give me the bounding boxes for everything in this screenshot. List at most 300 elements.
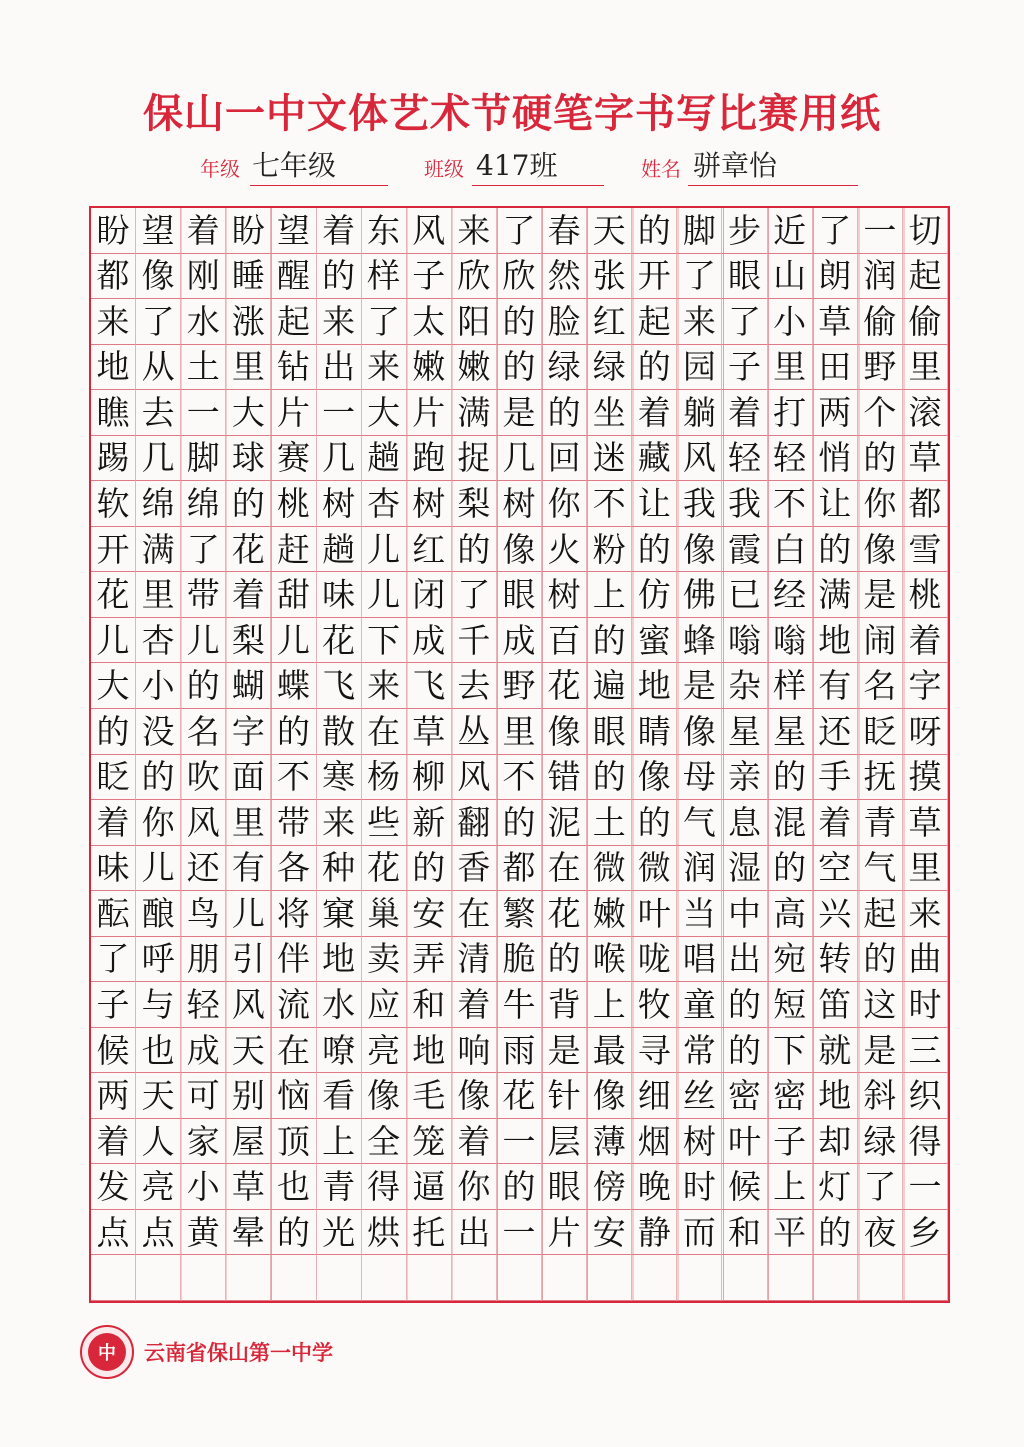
grid-cell: 我 [677,481,722,527]
grid-cell: 晚 [632,1164,677,1210]
grid-cell: 闭 [407,572,452,618]
grid-cell: 偷 [903,299,948,345]
grid-cell: 这 [858,982,903,1028]
grid-cell: 可 [181,1073,226,1119]
grid-cell: 带 [181,572,226,618]
grid-cell: 咙 [632,937,677,983]
grid-cell: 候 [91,1028,136,1074]
grid-cell: 几 [136,436,181,482]
grid-cell: 斜 [858,1073,903,1119]
grid-cell: 绿 [858,1119,903,1165]
grid-cell: 树 [497,481,542,527]
grid-cell: 下 [768,1028,813,1074]
grid-cell [587,1255,632,1301]
page-title: 保山一中文体艺术节硬笔字书写比赛用纸 [143,90,881,137]
grid-cell: 田 [813,345,858,391]
grid-cell: 薄 [587,1119,632,1165]
grid-cell: 开 [632,254,677,300]
grid-cell: 去 [452,663,497,709]
grid-cell: 像 [542,709,587,755]
grid-cell: 了 [181,527,226,573]
grid-cell: 去 [136,390,181,436]
grid-cell: 小 [136,663,181,709]
grid-cell: 下 [362,618,407,664]
grid-cell: 时 [903,982,948,1028]
grid-cell: 脚 [677,208,722,254]
grid-cell: 水 [181,299,226,345]
grid-cell: 赛 [271,436,316,482]
grid-cell: 得 [362,1164,407,1210]
grade-value: 七年级 [252,149,337,182]
grid-cell: 土 [181,345,226,391]
grid-cell: 睛 [632,709,677,755]
grid-cell: 张 [587,254,632,300]
grid-cell: 亮 [362,1028,407,1074]
grid-cell: 树 [407,481,452,527]
grid-cell: 不 [768,481,813,527]
grid-cell: 儿 [181,618,226,664]
grid-cell: 望 [136,208,181,254]
grid-cell: 却 [813,1119,858,1165]
grid-cell: 上 [587,572,632,618]
grid-cell: 摸 [903,755,948,801]
grid-cell: 不 [497,755,542,801]
grid-cell: 的 [768,846,813,892]
grid-cell: 的 [858,436,903,482]
grid-cell: 流 [271,982,316,1028]
grid-cell: 呼 [136,937,181,983]
grid-cell: 着 [903,618,948,664]
grid-cell: 着 [722,390,767,436]
grid-cell: 里 [497,709,542,755]
grid-cell: 悄 [813,436,858,482]
grid-cell: 细 [632,1073,677,1119]
grid-cell: 了 [677,254,722,300]
grid-cell: 遍 [587,663,632,709]
grid-cell: 切 [903,208,948,254]
grid-cell: 的 [587,618,632,664]
name-value: 骈章怡 [693,149,778,182]
grid-cell: 带 [271,800,316,846]
grid-cell: 了 [362,299,407,345]
grid-cell: 起 [632,299,677,345]
grid-cell: 的 [407,846,452,892]
grid-cell: 像 [858,527,903,573]
grid-cell: 瞧 [91,390,136,436]
grid-cell: 来 [903,891,948,937]
grid-cell: 牧 [632,982,677,1028]
grid-cell: 背 [542,982,587,1028]
grid-cell: 片 [271,390,316,436]
grid-cell: 的 [497,1164,542,1210]
grid-cell: 了 [91,937,136,983]
grid-cell: 霞 [722,527,767,573]
grid-cell: 的 [497,345,542,391]
grid-cell: 出 [317,345,362,391]
grid-cell: 里 [136,572,181,618]
grid-cell: 片 [542,1210,587,1256]
grid-cell: 的 [452,527,497,573]
grid-cell: 兴 [813,891,858,937]
grid-cell: 像 [587,1073,632,1119]
grid-cell: 平 [768,1210,813,1256]
grid-cell [542,1255,587,1301]
grid-cell: 儿 [362,527,407,573]
class-label: 班级 [424,157,464,181]
grid-cell: 寻 [632,1028,677,1074]
grid-cell: 响 [452,1028,497,1074]
grid-cell: 桃 [271,481,316,527]
grid-cell: 牛 [497,982,542,1028]
grid-cell: 水 [317,982,362,1028]
grid-cell: 桃 [903,572,948,618]
grid-cell: 笛 [813,982,858,1028]
grid-cell: 恼 [271,1073,316,1119]
grid-cell: 成 [407,618,452,664]
class-field [424,150,604,186]
grid-cell: 烟 [632,1119,677,1165]
grid-cell: 不 [587,481,632,527]
grid-cell [813,1255,858,1301]
grid-cell: 着 [91,1119,136,1165]
grid-cell: 杂 [722,663,767,709]
grid-cell: 红 [587,299,632,345]
grid-cell: 应 [362,982,407,1028]
grid-cell: 了 [136,299,181,345]
grid-cell: 子 [722,345,767,391]
grid-cell: 的 [497,800,542,846]
grid-cell: 起 [858,891,903,937]
grid-cell: 了 [858,1164,903,1210]
grid-cell: 的 [497,299,542,345]
grid-cell: 花 [542,663,587,709]
grid-cell: 的 [271,709,316,755]
grid-cell: 杏 [362,481,407,527]
grid-cell: 杨 [362,755,407,801]
grid-cell: 飞 [407,663,452,709]
grid-cell: 来 [317,299,362,345]
grade-underline [250,185,388,186]
grid-cell: 气 [677,800,722,846]
grid-cell: 蜂 [677,618,722,664]
grid-cell: 出 [722,937,767,983]
grid-cell: 雨 [497,1028,542,1074]
grid-cell: 百 [542,618,587,664]
grid-cell: 花 [542,891,587,937]
grid-cell: 就 [813,1028,858,1074]
grid-cell: 别 [226,1073,271,1119]
grid-cell: 子 [768,1119,813,1165]
grid-cell: 成 [181,1028,226,1074]
grid-cell: 唱 [677,937,722,983]
grid-cell: 的 [813,1210,858,1256]
grid-cell: 让 [813,481,858,527]
grid-cell: 着 [181,208,226,254]
grid-cell: 里 [226,345,271,391]
grid-cell: 步 [722,208,767,254]
seal-glyph: 中 [88,1333,126,1371]
grid-cell [768,1255,813,1301]
grid-cell [632,1255,677,1301]
grid-cell: 着 [226,572,271,618]
grid-cell: 的 [632,208,677,254]
grid-cell: 儿 [271,618,316,664]
grid-cell: 不 [271,755,316,801]
grid-cell: 童 [677,982,722,1028]
grid-cell: 手 [813,755,858,801]
grid-cell: 两 [813,390,858,436]
grid-cell: 草 [903,436,948,482]
grid-cell: 地 [813,618,858,664]
grid-cell: 眼 [542,1164,587,1210]
grid-cell: 像 [677,527,722,573]
grid-cell [677,1255,722,1301]
grid-cell: 睡 [226,254,271,300]
grid-cell: 大 [226,390,271,436]
grid-cell: 园 [677,345,722,391]
grid-cell: 安 [407,891,452,937]
grid-cell: 你 [452,1164,497,1210]
grid-cell: 坐 [587,390,632,436]
grid-cell: 巢 [362,891,407,937]
grid-cell: 看 [317,1073,362,1119]
grid-cell: 嫩 [587,891,632,937]
grid-cell: 地 [632,663,677,709]
grid-cell: 空 [813,846,858,892]
grid-cell: 星 [722,709,767,755]
grid-cell: 润 [677,846,722,892]
grid-cell: 母 [677,755,722,801]
grid-cell: 的 [542,390,587,436]
grid-cell: 眨 [91,755,136,801]
grid-cell: 儿 [226,891,271,937]
grid-cell: 青 [858,800,903,846]
grid-cell: 晕 [226,1210,271,1256]
grid-cell: 梨 [226,618,271,664]
grid-cell: 酝 [91,891,136,937]
grid-cell: 像 [136,254,181,300]
grid-cell: 花 [362,846,407,892]
grid-cell: 三 [903,1028,948,1074]
grid-cell: 个 [858,390,903,436]
grid-cell: 样 [362,254,407,300]
grid-cell: 风 [226,982,271,1028]
grid-cell: 飞 [317,663,362,709]
grid-cell: 草 [813,299,858,345]
grid-cell: 太 [407,299,452,345]
grid-cell: 千 [452,618,497,664]
grid-cell: 的 [587,755,632,801]
grid-cell: 还 [813,709,858,755]
grid-cell: 的 [722,1028,767,1074]
grid-cell [452,1255,497,1301]
grid-cell: 脆 [497,937,542,983]
grid-cell: 中 [722,891,767,937]
grid-cell: 来 [362,663,407,709]
grid-cell: 得 [903,1119,948,1165]
grid-cell: 的 [632,345,677,391]
grid-cell: 混 [768,800,813,846]
grid-cell: 花 [226,527,271,573]
grid-cell: 像 [497,527,542,573]
grid-cell: 儿 [91,618,136,664]
name-label: 姓名 [641,157,681,181]
grid-cell: 地 [317,937,362,983]
grid-cell: 轻 [181,982,226,1028]
grid-cell: 上 [768,1164,813,1210]
grid-cell: 有 [813,663,858,709]
grid-cell: 地 [813,1073,858,1119]
grid-cell: 地 [407,1028,452,1074]
grid-cell: 大 [362,390,407,436]
grid-cell: 眨 [858,709,903,755]
grid-cell: 捉 [452,436,497,482]
grid-cell [271,1255,316,1301]
grid-cell: 天 [587,208,632,254]
grid-cell: 草 [226,1164,271,1210]
grid-cell: 粉 [587,527,632,573]
grid-cell: 滚 [903,390,948,436]
grid-cell: 味 [317,572,362,618]
grid-cell: 着 [813,800,858,846]
grid-cell: 树 [542,572,587,618]
grid-cell: 东 [362,208,407,254]
grid-cell [722,1255,767,1301]
grid-cell: 朗 [813,254,858,300]
grid-cell: 微 [632,846,677,892]
grid-cell: 几 [317,436,362,482]
grid-cell: 满 [813,572,858,618]
grid-cell: 嘹 [317,1028,362,1074]
grid-cell: 时 [677,1164,722,1210]
grid-cell: 上 [587,982,632,1028]
grid-cell: 气 [858,846,903,892]
grid-cell: 了 [452,572,497,618]
grid-cell: 发 [91,1164,136,1210]
grid-cell [317,1255,362,1301]
grid-cell: 繁 [497,891,542,937]
grid-cell: 闹 [858,618,903,664]
grid-cell: 绿 [542,345,587,391]
grid-cell: 子 [407,254,452,300]
grid-cell: 青 [317,1164,362,1210]
grid-cell: 密 [768,1073,813,1119]
grid-cell: 种 [317,846,362,892]
grid-cell: 息 [722,800,767,846]
grid-cell: 一 [903,1164,948,1210]
grid-cell: 和 [722,1210,767,1256]
grid-cell: 没 [136,709,181,755]
grid-cell: 家 [181,1119,226,1165]
grid-cell [858,1255,903,1301]
grid-cell: 烘 [362,1210,407,1256]
grid-cell: 新 [407,800,452,846]
grid-cell: 像 [632,755,677,801]
grid-cell [91,1255,136,1301]
grid-cell: 最 [587,1028,632,1074]
grid-cell: 字 [903,663,948,709]
grid-cell: 还 [181,846,226,892]
grid-cell: 风 [407,208,452,254]
grid-cell: 大 [91,663,136,709]
grid-cell: 盼 [226,208,271,254]
grid-cell: 土 [587,800,632,846]
grid-cell: 像 [677,709,722,755]
grid-cell: 屋 [226,1119,271,1165]
grid-cell: 转 [813,937,858,983]
grid-cell: 喉 [587,937,632,983]
grid-cell: 杏 [136,618,181,664]
grid-cell [181,1255,226,1301]
writing-grid [89,206,950,1303]
grid-cell: 着 [452,982,497,1028]
grid-cell: 鸟 [181,891,226,937]
grid-cell: 让 [632,481,677,527]
grid-cell: 的 [632,527,677,573]
grid-cell: 都 [497,846,542,892]
grid-cell: 当 [677,891,722,937]
grid-cell: 点 [91,1210,136,1256]
grid-cell: 春 [542,208,587,254]
grid-cell: 躺 [677,390,722,436]
grid-cell: 草 [407,709,452,755]
grid-cell: 软 [91,481,136,527]
school-seal-icon [80,1325,134,1379]
grid-cell: 起 [271,299,316,345]
name-field [641,150,858,186]
grid-cell: 在 [452,891,497,937]
grid-cell: 趟 [362,436,407,482]
grid-cell: 叶 [632,891,677,937]
grid-cell: 风 [677,436,722,482]
grid-cell: 山 [768,254,813,300]
grid-cell: 密 [722,1073,767,1119]
grid-cell: 笼 [407,1119,452,1165]
grid-cell: 弄 [407,937,452,983]
grid-cell: 像 [362,1073,407,1119]
grid-cell: 曲 [903,937,948,983]
grid-cell: 安 [587,1210,632,1256]
grid-cell: 而 [677,1210,722,1256]
grid-cell: 了 [813,208,858,254]
grid-cell: 佛 [677,572,722,618]
grid-cell: 夜 [858,1210,903,1256]
grid-cell: 逼 [407,1164,452,1210]
grid-cell: 丛 [452,709,497,755]
grid-cell: 都 [91,254,136,300]
grid-cell: 错 [542,755,587,801]
grid-cell: 酿 [136,891,181,937]
grid-cell: 蜜 [632,618,677,664]
grid-cell: 两 [91,1073,136,1119]
grid-cell: 的 [722,982,767,1028]
grid-cell: 点 [136,1210,181,1256]
grid-cell: 像 [452,1073,497,1119]
grid-cell: 小 [181,1164,226,1210]
grid-cell: 一 [858,208,903,254]
grid-cell: 一 [317,390,362,436]
grid-cell: 全 [362,1119,407,1165]
grid-cell: 望 [271,208,316,254]
grid-cell: 乡 [903,1210,948,1256]
grid-cell: 是 [858,1028,903,1074]
grid-cell: 来 [452,208,497,254]
grid-cell: 在 [542,846,587,892]
grid-cell: 味 [91,846,136,892]
grid-cell: 静 [632,1210,677,1256]
grid-cell: 赶 [271,527,316,573]
grid-cell: 嫩 [407,345,452,391]
